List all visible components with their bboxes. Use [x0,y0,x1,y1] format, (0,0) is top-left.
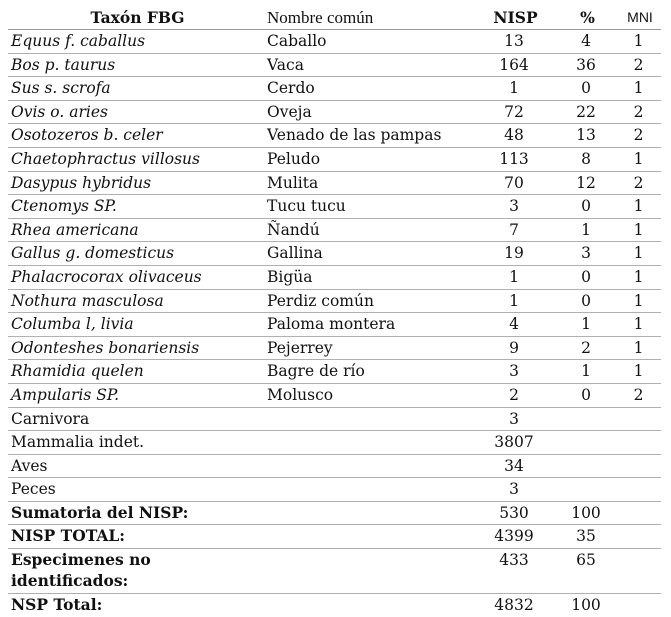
summary-row [8,525,661,549]
common-name-cell: Bagre de río [264,360,472,384]
percent-cell: 0 [556,383,616,407]
mni-cell: 1 [616,265,661,289]
percent-cell: 12 [556,171,616,195]
nisp-cell: 7 [472,218,556,242]
percent-cell: 100 [556,501,616,525]
nisp-cell: 3807 [472,431,556,455]
group-label-cell: Carnivora [8,407,264,431]
taxon-cell: Rhea americana [8,218,264,242]
taxon-cell: Nothura masculosa [8,289,264,313]
common-name-cell: Tucu tucu [264,195,472,219]
percent-cell: 0 [556,195,616,219]
header-percent: % [556,6,616,30]
percent-cell: 1 [556,313,616,337]
nisp-cell: 3 [472,195,556,219]
mni-cell: 2 [616,383,661,407]
mni-cell: 1 [616,218,661,242]
common-name-cell: Caballo [264,30,472,54]
percent-cell: 100 [571,596,601,615]
table-row [8,218,661,242]
common-name-cell: Gallina [264,242,472,266]
nisp-cell: 70 [472,171,556,195]
table-row [8,265,661,289]
table-row [8,313,661,337]
table-row [8,30,661,54]
mni-cell: 2 [616,124,661,148]
mni-cell: 1 [616,336,661,360]
nisp-cell: 34 [472,454,556,478]
group-row [8,431,661,455]
common-name-cell: Bigüa [264,265,472,289]
mni-cell: 1 [616,147,661,171]
taxon-cell: Chaetophractus villosus [8,147,264,171]
nisp-cell: 4399 [472,525,556,549]
percent-cell: 22 [556,100,616,124]
percent-cell: 65 [556,549,616,594]
nisp-cell: 1 [472,265,556,289]
nisp-cell: 48 [472,124,556,148]
common-name-cell: Paloma montera [264,313,472,337]
mni-cell: 1 [616,360,661,384]
summary-row [8,501,661,525]
taxon-cell: Bos p. taurus [8,53,264,77]
mni-cell: 1 [616,77,661,101]
nisp-cell: 3 [472,360,556,384]
taxon-cell: Equus f. caballus [8,30,264,54]
summary-label-cell: NISP TOTAL: [8,525,264,549]
percent-cell: 35 [556,525,616,549]
common-name-cell: Pejerrey [264,336,472,360]
group-row [8,454,661,478]
common-name-cell: Oveja [264,100,472,124]
taxon-cell: Ctenomys SP. [8,195,264,219]
nisp-cell: 433 [472,549,556,594]
group-label-cell: Aves [8,454,264,478]
table-row [8,289,661,313]
table-row [8,53,661,77]
taxon-cell: Columba l, livia [8,313,264,337]
header-row [8,6,661,30]
group-row [8,407,661,431]
percent-cell: 1 [556,360,616,384]
percent-cell: 3 [556,242,616,266]
group-row [8,478,661,502]
nisp-cell: 19 [472,242,556,266]
percent-cell: 13 [556,124,616,148]
nisp-cell: 72 [472,100,556,124]
table-row [8,360,661,384]
summary-label-cell: Sumatoria del NISP: [8,501,264,525]
taxon-cell: Rhamidia quelen [8,360,264,384]
common-name-cell: Vaca [264,53,472,77]
group-label-cell: Peces [8,478,264,502]
nisp-cell: 1 [472,77,556,101]
summary-label-cell: NSP Total: [11,595,103,615]
taxon-cell: Dasypus hybridus [8,171,264,195]
table-row [8,336,661,360]
taxa-table [8,6,661,617]
percent-cell: 8 [556,147,616,171]
table-row [8,147,661,171]
taxon-cell: Gallus g. domesticus [8,242,264,266]
nisp-cell: 4832 [494,596,534,615]
percent-cell: 36 [556,53,616,77]
percent-cell: 0 [556,77,616,101]
percent-cell: 2 [556,336,616,360]
table-row [8,171,661,195]
table-row [8,100,661,124]
common-name-cell: Perdiz común [264,289,472,313]
mni-cell: 1 [616,242,661,266]
table-row [8,195,661,219]
mni-cell: 2 [616,100,661,124]
summary-row [8,549,661,594]
nisp-cell: 3 [472,478,556,502]
taxon-cell: Sus s. scrofa [8,77,264,101]
mni-cell: 1 [616,30,661,54]
mni-cell: 1 [616,195,661,219]
taxon-cell: Ampularis SP. [8,383,264,407]
taxon-cell: Ovis o. aries [8,100,264,124]
nisp-cell: 4 [472,313,556,337]
percent-cell: 1 [556,218,616,242]
header-taxon: Taxón FBG [8,6,264,30]
table-row [8,124,661,148]
common-name-cell: Molusco [264,383,472,407]
mni-cell: 1 [616,289,661,313]
nisp-cell: 1 [472,289,556,313]
percent-cell: 0 [556,289,616,313]
mni-cell: 2 [616,53,661,77]
header-nisp: NISP [472,6,556,30]
mni-cell: 1 [616,313,661,337]
nisp-cell: 13 [472,30,556,54]
table-row [8,383,661,407]
mni-cell: 2 [616,171,661,195]
nisp-cell: 113 [472,147,556,171]
taxon-cell: Phalacrocorax olivaceus [8,265,264,289]
nisp-cell: 530 [472,501,556,525]
nisp-cell: 9 [472,336,556,360]
common-name-cell: Ñandú [264,218,472,242]
summary-row [8,594,661,617]
taxon-cell: Odonteshes bonariensis [8,336,264,360]
common-name-cell: Venado de las pampas [264,124,472,148]
common-name-cell: Mulita [264,171,472,195]
summary-label-cell: Especimenes no identificados: [8,549,264,594]
header-mni: MNI [616,6,661,30]
nisp-cell: 3 [472,407,556,431]
nisp-cell: 2 [472,383,556,407]
common-name-cell: Peludo [264,147,472,171]
common-name-cell: Cerdo [264,77,472,101]
table-row [8,77,661,101]
taxon-cell: Osotozeros b. celer [8,124,264,148]
group-label-cell: Mammalia indet. [8,431,264,455]
header-common-name: Nombre común [264,6,472,30]
percent-cell: 4 [556,30,616,54]
nisp-cell: 164 [472,53,556,77]
percent-cell: 0 [556,265,616,289]
table-row [8,242,661,266]
